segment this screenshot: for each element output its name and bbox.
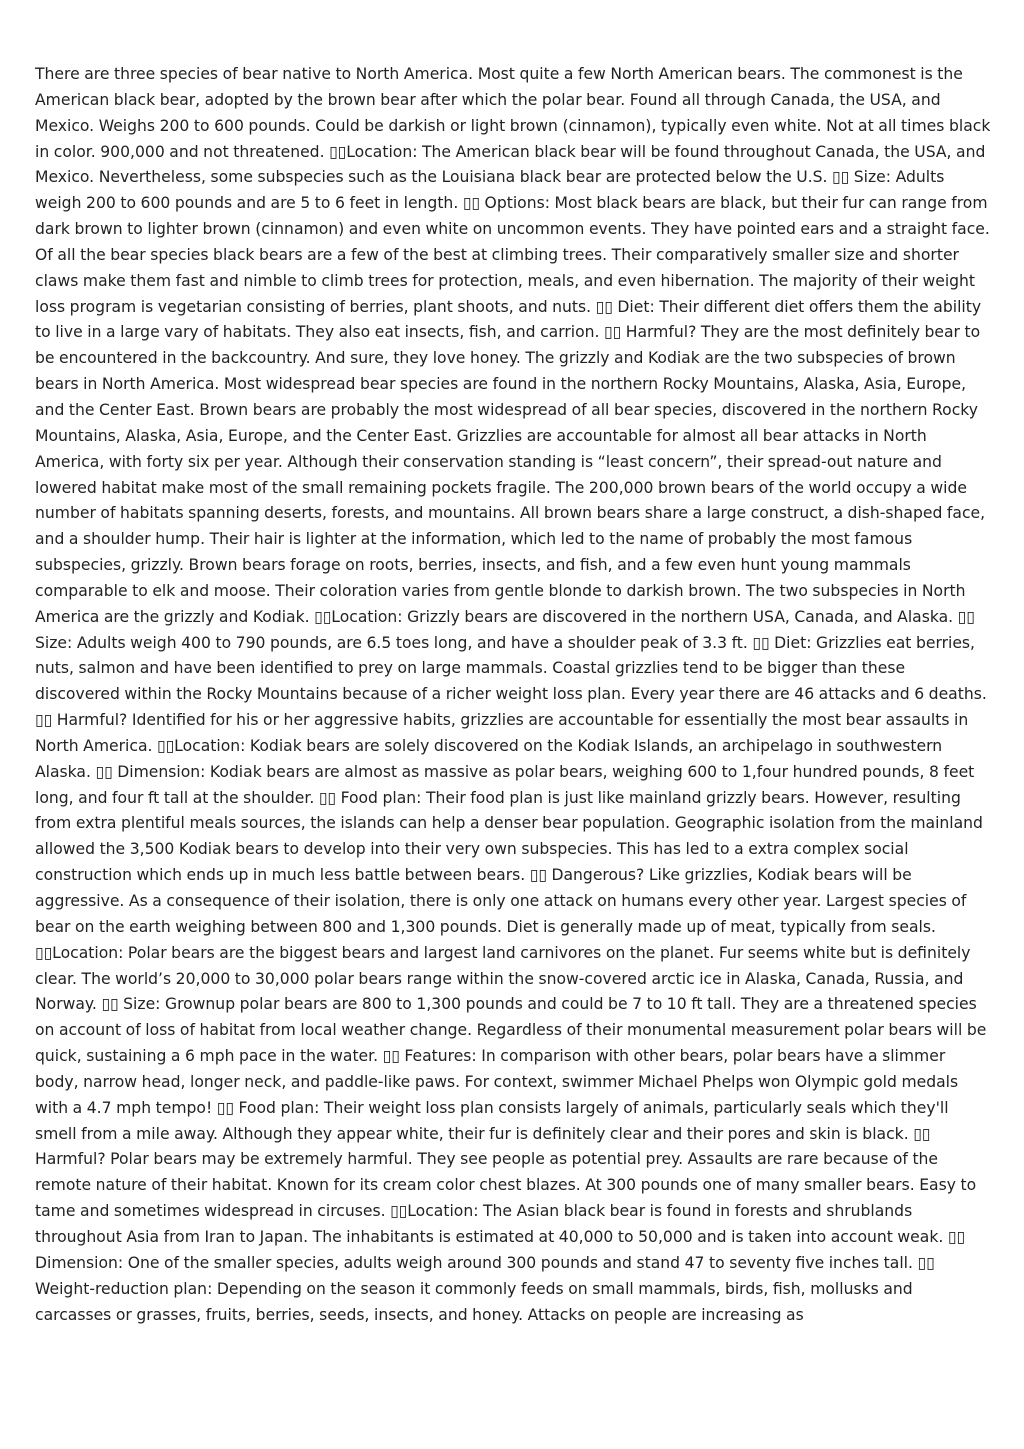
body-paragraph: There are three species of bear native to North America. Most quite a few North American bears. The commonest is the American black bear, adopted by the brown bear after which the polar bear. Found all through Canada, the USA, and Mexico. Weighs 200 to 600 pounds. Could be darkish or light brown (cinnamon), typically even white. Not at all times black in color. 900,000 and not threatened. ▯▯Location: The American black bear will be found throughout Canada, the USA, and Mexico. Nevertheless, some subspecies such as the Louisiana black bear are protected below the U.S. ▯▯ Size: Adults weigh 200 to 600 pounds and are 5 to 6 feet in length. ▯▯ Options: Most black bears are black, but their fur can range from dark brown to lighter brown (cinnamon) and even white on uncommon events. They have pointed ears and a straight face. Of all the bear species black bears are a few of the best at climbing trees. Their comparatively smaller size and shorter claws make them fast and nimble to climb trees for protection, meals, and even hibernation. The majority of their weight loss program is vegetarian consisting of berries, plant shoots, and nuts. ▯▯ Diet: Their different diet offers them the ability to live in a large vary of habitats. They also eat insects, fish, and carrion. ▯▯ Harmful? They are the most definitely bear to be encountered in the backcountry. And sure, they love honey. The grizzly and Kodiak are the two subspecies of brown bears in North America. Most widespread bear species are found in the northern Rocky Mountains, Alaska, Asia, Europe, and the Center East. Brown bears are probably the most widespread of all bear species, discovered in the northern Rocky Mountains, Alaska, Asia, Europe, and the Center East. Grizzlies are accountable for almost all bear attacks in North America, with forty six per year. Although their conservation standing is “least concern”, their spread-out nature and lowered habitat make most of the small remaining pockets fragile. The 200,000 brown bears of the world occupy a wide number of habitats spanning deserts, forests, and mountains. All brown bears share a large construct, a dish-shaped face, and a shoulder hump. Their hair is lighter at the information, which led to the name of probably the most famous subspecies, grizzly. Brown bears forage on roots, berries, insects, and fish, and a few even hunt young mammals comparable to elk and moose. Their coloration varies from gentle blonde to darkish brown. The two subspecies in North America are the grizzly and Kodiak. ▯▯Location: Grizzly bears are discovered in the northern USA, Canada, and Alaska. ▯▯ Size: Adults weigh 400 to 790 pounds, are 6.5 toes long, and have a shoulder peak of 3.3 ft. ▯▯ Diet: Grizzlies eat berries, nuts, salmon and have been identified to prey on large mammals. Coastal grizzlies tend to be bigger than these discovered within the Rocky Mountains because of a richer weight loss plan. Every year there are 46 attacks and 6 deaths. ▯▯ Harmful? Identified for his or her aggressive habits, grizzlies are accountable for essentially the most bear assaults in North America. ▯▯Location: Kodiak bears are solely discovered on the Kodiak Islands, an archipelago in southwestern Alaska. ▯▯ Dimension: Kodiak bears are almost as massive as polar bears, weighing 600 to 1,four hundred pounds, 8 feet long, and four ft tall at the shoulder. ▯▯ Food plan: Their food plan is just like mainland grizzly bears. However, resulting from extra plentiful meals sources, the islands can help a denser bear population. Geographic isolation from the mainland allowed the 3,500 Kodiak bears to develop into their very own subspecies. This has led to a extra complex social construction which ends up in much less battle between bears. ▯▯ Dangerous? Like grizzlies, Kodiak bears will be aggressive. As a consequence of their isolation, there is only one attack on humans every other year. Largest species of bear on the earth weighing between 800 and 1,300 pounds. Diet is generally made up of meat, typically from seals. ▯▯Location: Polar bears are the biggest bears and largest land carnivores on the planet. Fur seems white but is definitely clear. The world’s 20,000 to 30,000 polar bears range within the snow-covered arctic ice in Alaska, Canada, Russia, and Norway. ▯▯ Size: Grownup polar bears are 800 to 1,300 pounds and could be 7 to 10 ft tall. They are a threatened species on account of loss of habitat from local weather change. Regardless of their monumental measurement polar bears will be quick, sustaining a 6 mph pace in the water. ▯▯ Features: In comparison with other bears, polar bears have a slimmer body, narrow head, longer neck, and paddle-like paws. For context, swimmer Michael Phelps won Olympic gold medals with a 4.7 mph tempo! ▯▯ Food plan: Their weight loss plan consists largely of animals, particularly seals which they'll smell from a mile away. Although they appear white, their fur is definitely clear and their pores and skin is black. ▯▯ Harmful? Polar bears may be extremely harmful. They see people as potential prey. Assaults are rare because of the remote nature of their habitat. Known for its cream color chest blazes. At 300 pounds one of many smaller bears. Easy to tame and sometimes widespread in circuses. ▯▯Location: The Asian black bear is found in forests and shrublands throughout Asia from Iran to Japan. The inhabitants is estimated at 40,000 to 50,000 and is taken into account weak. ▯▯ Dimension: One of the smaller species, adults weigh around 300 pounds and stand 47 to seventy five inches tall. ▯▯ Weight-reduction plan: Depending on the season it commonly feeds on small mammals, birds, fish, mollusks and carcasses or grasses, fruits, berries, seeds, insects, and honey. Attacks on people are increasing as <box>35 65 991 1324</box>
document-page <box>35 62 991 1328</box>
